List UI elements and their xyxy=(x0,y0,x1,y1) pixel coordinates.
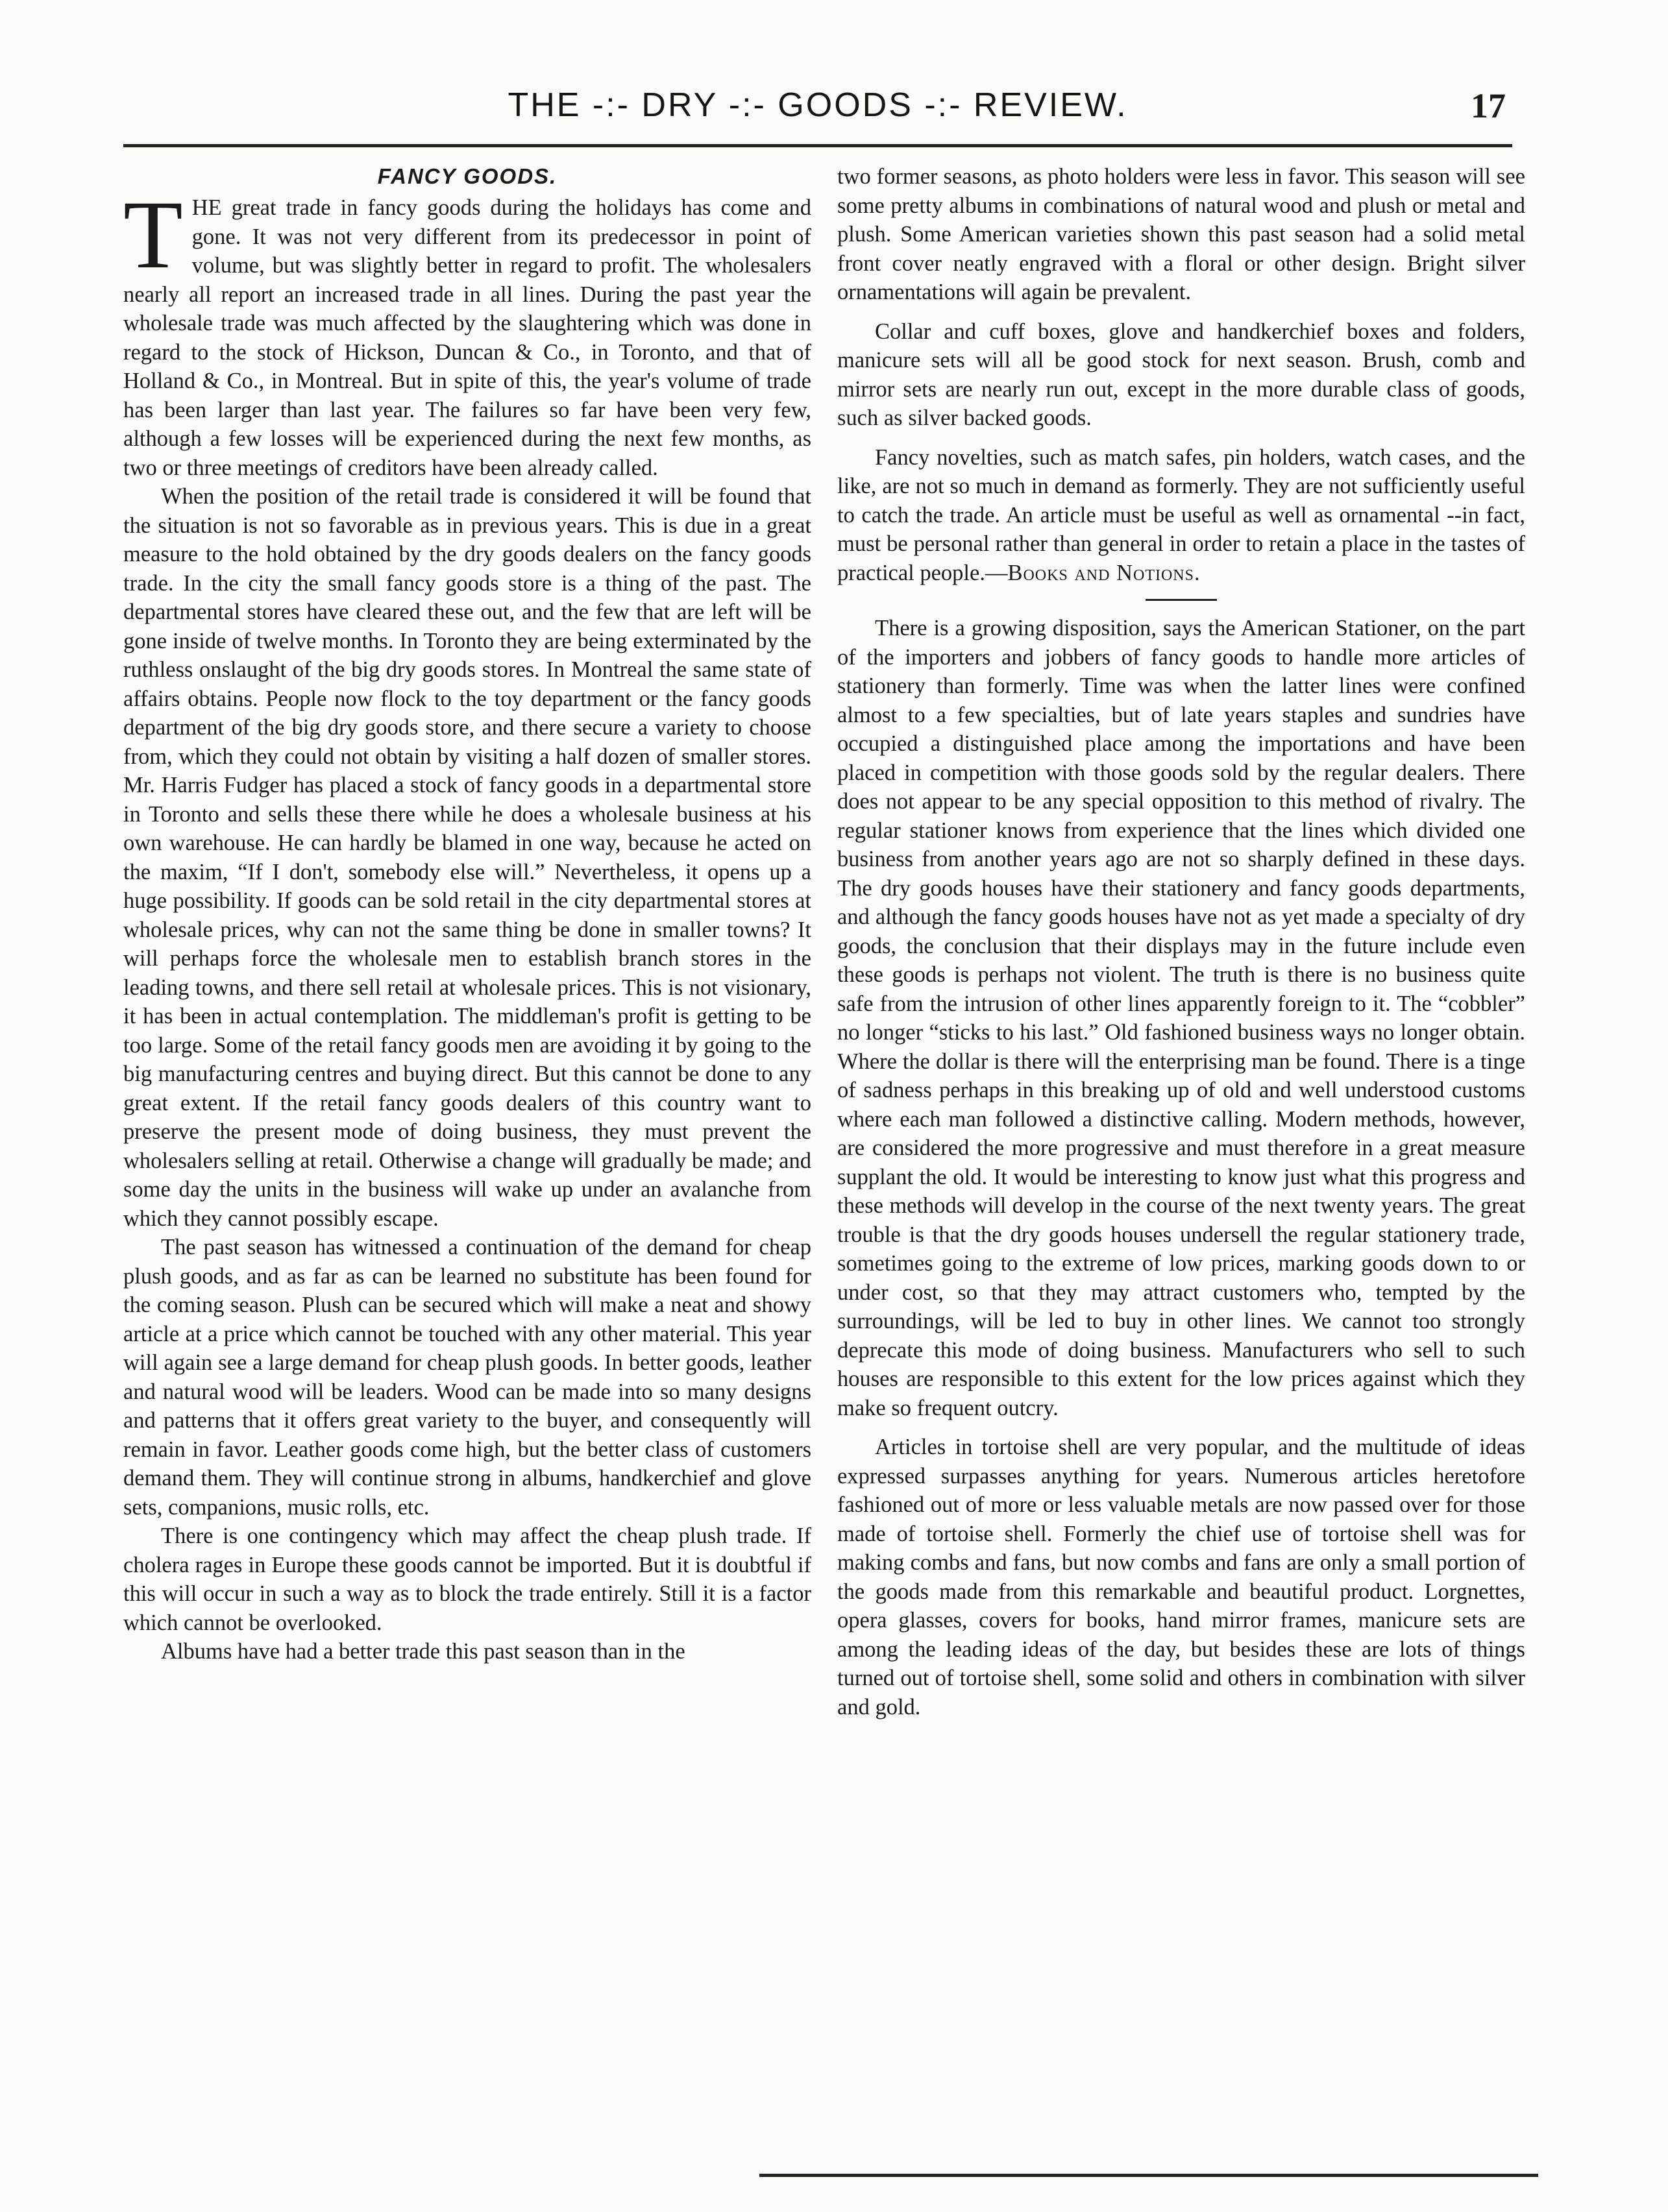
section-divider xyxy=(1146,599,1217,601)
section-title: FANCY GOODS. xyxy=(377,164,558,188)
page-header xyxy=(123,83,1512,135)
paragraph-text: HE great trade in fancy goods during the holidays has come and gone. It was not very different from its predecessor in point of volume, but was slightly better in regard to profit. The wholesalers nearly all report an increased trade in all lines. During the past year the wholesale trade was much affected by the slaughtering which was done in regard to the stock of Hickson, Duncan & Co., in Toronto, and that of Holland & Co., in Montreal. But in spite of this, the year's volume of trade has been larger than last year. The failures so far have been very few, although a few losses will be experienced during the next few months, as two or three meetings of creditors have been already called. xyxy=(123,195,811,480)
paragraph: two former seasons, as photo holders were less in favor. This season will see some pretty albums in combinations of natural wood and plush or metal and plush. Some American varieties shown this past season had a solid metal front cover neatly engraved with a floral or other design. Bright silver ornamentations will again be prevalent. xyxy=(837,164,1525,304)
page-number: 17 xyxy=(1471,86,1506,125)
drop-cap: T xyxy=(123,181,183,289)
footer-rule xyxy=(759,2174,1538,2177)
paragraph: When the position of the retail trade is considered it will be found that the situation is not so favorable as in previous years. This is due in a great measure to the hold obtained by the dry goods dealers on the fancy goods trade. In the city the small fancy goods store is a thing of the past. The departmental stores have cleared these out, and the few that are left will be gone inside of twelve months. In Toronto they are being exterminated by the ruthless onslaught of the big dry goods stores. In Montreal the same state of affairs obtains. People now flock to the toy department or the fancy goods department of the big dry goods store, and there secure a variety to choose from, which they could not obtain by visiting a half dozen of smaller stores. Mr. Harris Fudger has placed a stock of fancy goods in a departmental store in Toronto and sells these there while he does a wholesale business at his own warehouse. He can hardly be blamed in one way, because he acted on the maxim, “If I don't, somebody else will.” Nevertheless, it opens up a huge possibility. If goods can be sold retail in the city departmental stores at wholesale prices, why can not the same thing be done in smaller towns? It will perhaps force the wholesale men to establish branch stores in the leading towns, and there sell retail at wholesale prices. This is not visionary, it has been in actual contemplation. The middleman's profit is getting to be too large. Some of the retail fancy goods men are avoiding it by going to the big manufacturing centres and buying direct. But this cannot be done to any great extent. If the retail fancy goods dealers of this country want to preserve the present mode of doing business, they must prevent the wholesalers selling at retail. Otherwise a change will gradually be made; and some day the units in the business will wake up under an avalanche from which they cannot possibly escape. xyxy=(123,484,811,1231)
running-title: THE -:- DRY -:- GOODS -:- REVIEW. xyxy=(508,86,1128,124)
paragraph: Articles in tortoise shell are very popular, and the multitude of ideas expressed surpasses anything for years. Numerous articles heretofore fashioned out of more or less valuable metals are now passed over for those made of tortoise shell. Formerly the chief use of tortoise shell was for making combs and fans, but now combs and fans are only a small portion of the goods made from this remarkable and beautiful product. Lorgnettes, opera glasses, covers for books, hand mirror frames, manicure sets are among the leading ideas of the day, but besides these are lots of things turned out of tortoise shell, some solid and others in combination with silver and gold. xyxy=(837,1435,1525,1720)
header-rule xyxy=(123,144,1512,147)
paragraph: Collar and cuff boxes, glove and handkerchief boxes and folders, manicure sets will all be good stock for next season. Brush, comb and mirror sets are nearly run out, except in the more durable class of goods, such as silver backed goods. xyxy=(837,319,1525,430)
left-column xyxy=(123,162,811,1666)
paragraph: There is one contingency which may affect the cheap plush trade. If cholera rages in Europe these goods cannot be imported. But it is doubtful if this will occur in such a way as to block the trade entirely. Still it is a factor which cannot be overlooked. xyxy=(123,1524,811,1635)
paragraph xyxy=(123,181,811,482)
right-column xyxy=(837,162,1525,1721)
paragraph: The past season has witnessed a continuation of the demand for cheap plush goods, and as far as can be learned no substitute has been found for the coming season. Plush can be secured which will make a neat and showy article at a price which cannot be touched with any other material. This year will again see a large demand for cheap plush goods. In better goods, leather and natural wood will be leaders. Wood can be made into so many designs and patterns that it offers great variety to the buyer, and consequently will remain in favor. Leather goods come high, but the better class of customers demand them. They will continue strong in albums, handkerchief and glove sets, companions, music rolls, etc. xyxy=(123,1235,811,1520)
source-credit: Books and Notions. xyxy=(1007,560,1201,585)
paragraph: Albums have had a better trade this past season than in the xyxy=(161,1639,685,1664)
paragraph xyxy=(837,443,1525,588)
paragraph-text: Fancy novelties, such as match safes, pin holders, watch cases, and the like, are not so much in demand as formerly. They are not sufficiently useful to catch the trade. An article must be useful as well as ornamental --in fact, must be personal rather than general in order to retain a place in the tastes of practical people.— xyxy=(837,444,1525,585)
paragraph: There is a growing disposition, says the American Stationer, on the part of the importers and jobbers of fancy goods to handle more articles of stationery than formerly. Time was when the latter lines were confined almost to a few specialties, but of late years staples and sundries have occupied a distinguished place among the importations and have been placed in competition with those goods sold by the regular dealers. There does not appear to be any special opposition to this method of rivalry. The regular stationer knows from experience that the lines which divided one business from another years ago are not so sharply defined in these days. The dry goods houses have their stationery and fancy goods departments, and although the fancy goods houses have not as yet made a specialty of dry goods, the conclusion that their displays may in the future include even these goods is perhaps not violent. The truth is there is no business quite safe from the intrusion of other lines apparently foreign to it. The “cobbler” no longer “sticks to his last.” Old fashioned business ways no longer obtain. Where the dollar is there will the enterprising man be found. There is a tinge of sadness perhaps in this breaking up of old and well understood customs where each man followed a distinctive calling. Modern methods, however, are considered the more progressive and must therefore in a great measure supplant the old. It would be interesting to know just what this progress and these methods will develop in the course of the next twenty years. The great trouble is that the dry goods houses undersell the regular stationery trade, sometimes going to the extreme of low prices, marking goods down to or under cost, so that they may attract customers who, tempted by the surroundings, will be led to buy in other lines. We cannot too strongly deprecate this mode of doing business. Manufacturers who sell to such houses are responsible to this extent for the low prices against which they make so frequent outcry. xyxy=(837,616,1525,1420)
